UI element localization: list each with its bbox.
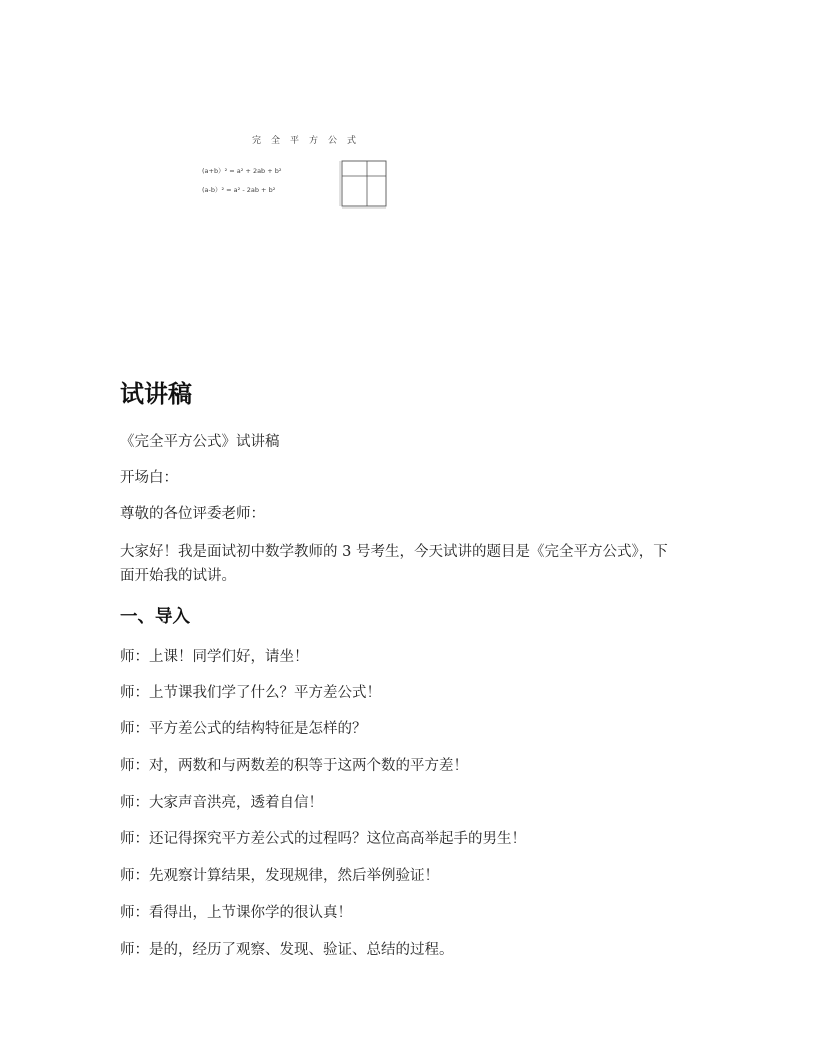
board-formula-sum: (a+b）² = a² + 2ab + b² [202,167,282,175]
dialogue-line: 师：对，两数和与两数差的积等于这两个数的平方差！ [120,758,468,774]
dialogue-line: 师：还记得探究平方差公式的过程吗？这位高高举起手的男生！ [120,831,526,847]
dialogue-line: 师：大家声音洪亮，透着自信！ [120,795,323,811]
square-outline [342,161,386,206]
dialogue-line: 师：先观察计算结果，发现规律，然后举例验证！ [120,868,439,884]
dialogue-line: 师：是的，经历了观察、发现、验证、总结的过程。 [120,942,454,958]
greeting: 尊敬的各位评委老师： [120,506,265,522]
section-heading-intro: 一、导入 [120,607,190,627]
dialogue-line: 师：上节课我们学了什么？平方差公式！ [120,685,381,701]
dialogue-line: 师：平方差公式的结构特征是怎样的？ [120,721,367,737]
introduction: 大家好！我是面试初中数学教师的 3 号考生，今天试讲的题目是《完全平方公式》，下面开始我的试讲。 [120,544,668,584]
document-title: 试讲稿 [120,380,192,408]
dialogue-line: 师：上课！同学们好，请坐！ [120,649,309,665]
board-title: 完全平方公式 [252,136,367,146]
square-diagram [338,158,390,212]
board-formula-difference: (a-b）² = a² - 2ab + b² [202,186,276,194]
opening-label: 开场白： [120,470,178,486]
lecture-title: 《完全平方公式》试讲稿 [120,434,280,450]
dialogue-line: 师：看得出，上节课你学的很认真！ [120,905,352,921]
